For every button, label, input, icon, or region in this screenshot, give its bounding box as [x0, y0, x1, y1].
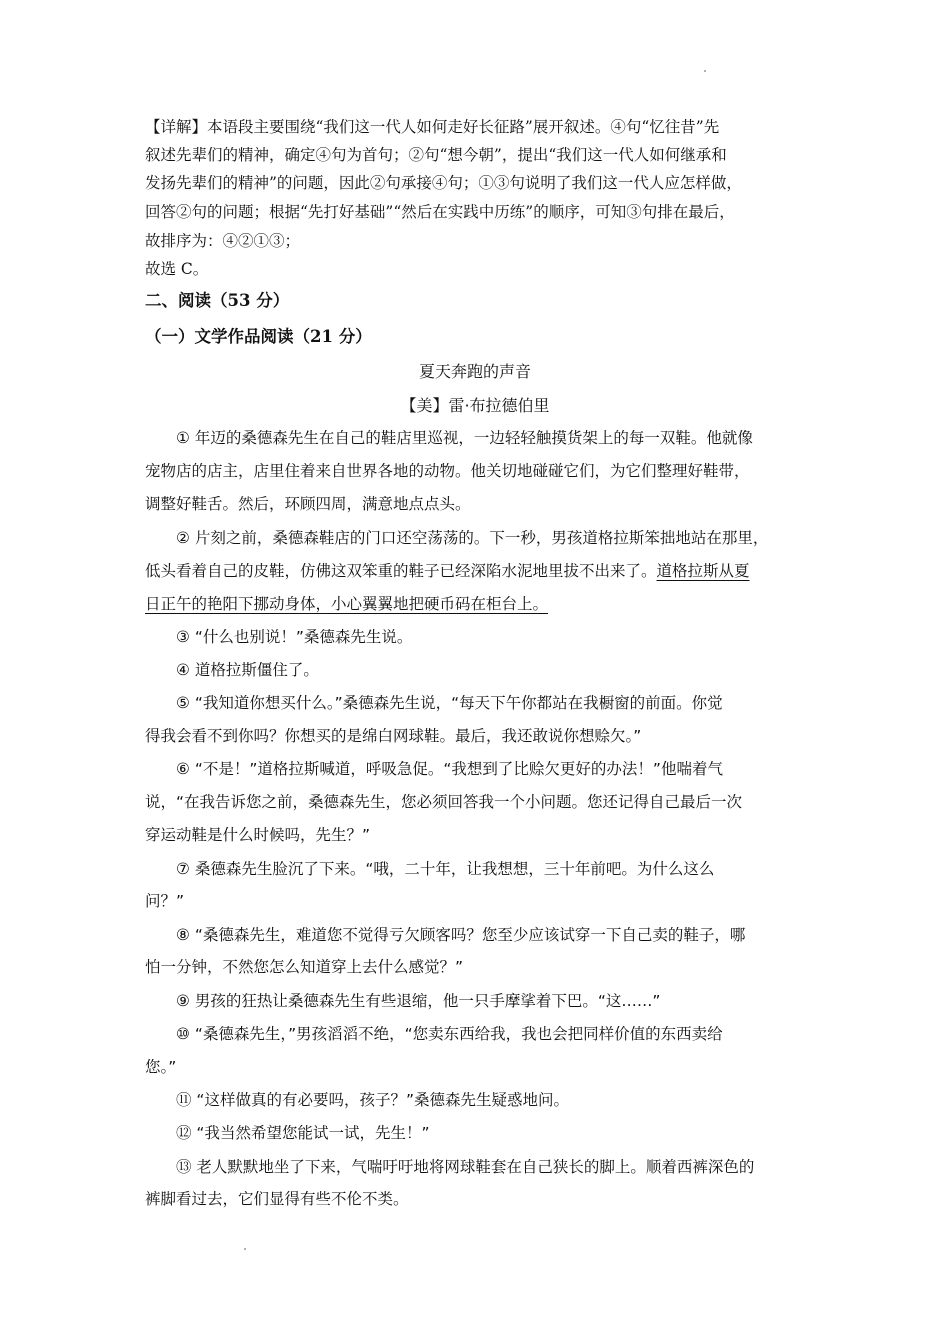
underlined-text: 道格拉斯从夏: [656, 562, 750, 580]
paragraph-line: ⑬ 老人默默地坐了下来，气喘吁吁地将网球鞋套在自己狭长的脚上。顺着西裤深色的: [176, 1158, 755, 1176]
paragraph-line: ④ 道格拉斯僵住了。: [176, 661, 319, 679]
paragraph-line: ③ “什么也别说！”桑德森先生说。: [176, 628, 413, 646]
paragraph-line: ⑩ “桑德森先生，”男孩滔滔不绝，“您卖东西给我，我也会把同样价值的东西卖给: [176, 1025, 723, 1043]
paragraph-line: ⑧ “桑德森先生，难道您不觉得亏欠顾客吗？您至少应该试穿一下自己卖的鞋子，哪: [176, 926, 746, 944]
paragraph-line: ⑤ “我知道你想买什么。”桑德森先生说，“每天下午你都站在我橱窗的前面。你觉: [176, 694, 723, 712]
scan-dot-top: [704, 70, 706, 72]
explanation-line: 叙述先辈们的精神，确定④句为首句；②句“想今朝”，提出“我们这一代人如何继承和: [145, 146, 727, 164]
explanation-line: 故选 C。: [145, 260, 209, 278]
section-subheading: （一）文学作品阅读（21 分）: [145, 327, 372, 346]
explanation-line: 【详解】本语段主要围绕“我们这一代人如何走好长征路”展开叙述。④句“忆往昔”先: [145, 118, 720, 136]
paragraph-line: ② 片刻之前，桑德森鞋店的门口还空荡荡的。下一秒，男孩道格拉斯笨拙地站在那里，: [176, 529, 769, 547]
story-author: 【美】雷·布拉德伯里: [400, 396, 550, 415]
underlined-text: 日正午的艳阳下挪动身体，小心翼翼地把硬币码在柜台上。: [145, 595, 549, 613]
paragraph-line: ⑥ “不是！”道格拉斯喊道，呼吸急促。“我想到了比赊欠更好的办法！”他喘着气: [176, 760, 723, 778]
paragraph-line: ⑫ “我当然希望您能试一试，先生！”: [176, 1124, 430, 1142]
paragraph-line: ⑪ “这样做真的有必要吗，孩子？”桑德森先生疑惑地问。: [176, 1091, 569, 1109]
paragraph-line: 裤脚看过去，它们显得有些不伦不类。: [145, 1190, 409, 1208]
story-title: 夏天奔跑的声音: [418, 362, 531, 381]
paragraph-line: ⑦ 桑德森先生脸沉了下来。“哦，二十年，让我想想，三十年前吧。为什么这么: [176, 860, 715, 878]
paragraph-line: [145, 561, 750, 581]
paragraph-line: ① 年迈的桑德森先生在自己的鞋店里巡视，一边轻轻触摸货架上的每一双鞋。他就像: [176, 429, 753, 447]
scan-dot-bottom: [244, 1248, 246, 1250]
explanation-line: 故排序为：④②①③；: [145, 232, 301, 250]
paragraph-line: 怕一分钟，不然您怎么知道穿上去什么感觉？”: [145, 958, 464, 976]
paragraph-line: 穿运动鞋是什么时候吗，先生？”: [145, 826, 371, 844]
paragraph-line: [145, 594, 548, 614]
paragraph-line: 说，“在我告诉您之前，桑德森先生，您必须回答我一个小问题。您还记得自己最后一次: [145, 793, 743, 811]
paragraph-line: 宠物店的店主，店里住着来自世界各地的动物。他关切地碰碰它们，为它们整理好鞋带，: [145, 462, 750, 480]
paragraph-line: ⑨ 男孩的狂热让桑德森先生有些退缩，他一只手摩挲着下巴。“这……”: [176, 992, 661, 1010]
explanation-line: 回答②句的问题；根据“先打好基础”“然后在实践中历练”的顺序，可知③句排在最后，: [145, 203, 735, 221]
explanation-line: 发扬先辈们的精神”的问题，因此②句承接④句；①③句说明了我们这一代人应怎样做，: [145, 174, 742, 192]
paragraph-line: 得我会看不到你吗？你想买的是绵白网球鞋。最后，我还敢说你想赊欠。”: [145, 727, 642, 745]
paragraph-line: 问？”: [145, 892, 185, 910]
paragraph-line: 您。”: [145, 1058, 177, 1076]
section-heading: 二、阅读（53 分）: [145, 291, 290, 310]
plain-text: 低头看着自己的皮鞋，仿佛这双笨重的鞋子已经深陷水泥地里拔不出来了。: [145, 562, 657, 580]
paragraph-line: 调整好鞋舌。然后，环顾四周，满意地点点头。: [145, 495, 471, 513]
